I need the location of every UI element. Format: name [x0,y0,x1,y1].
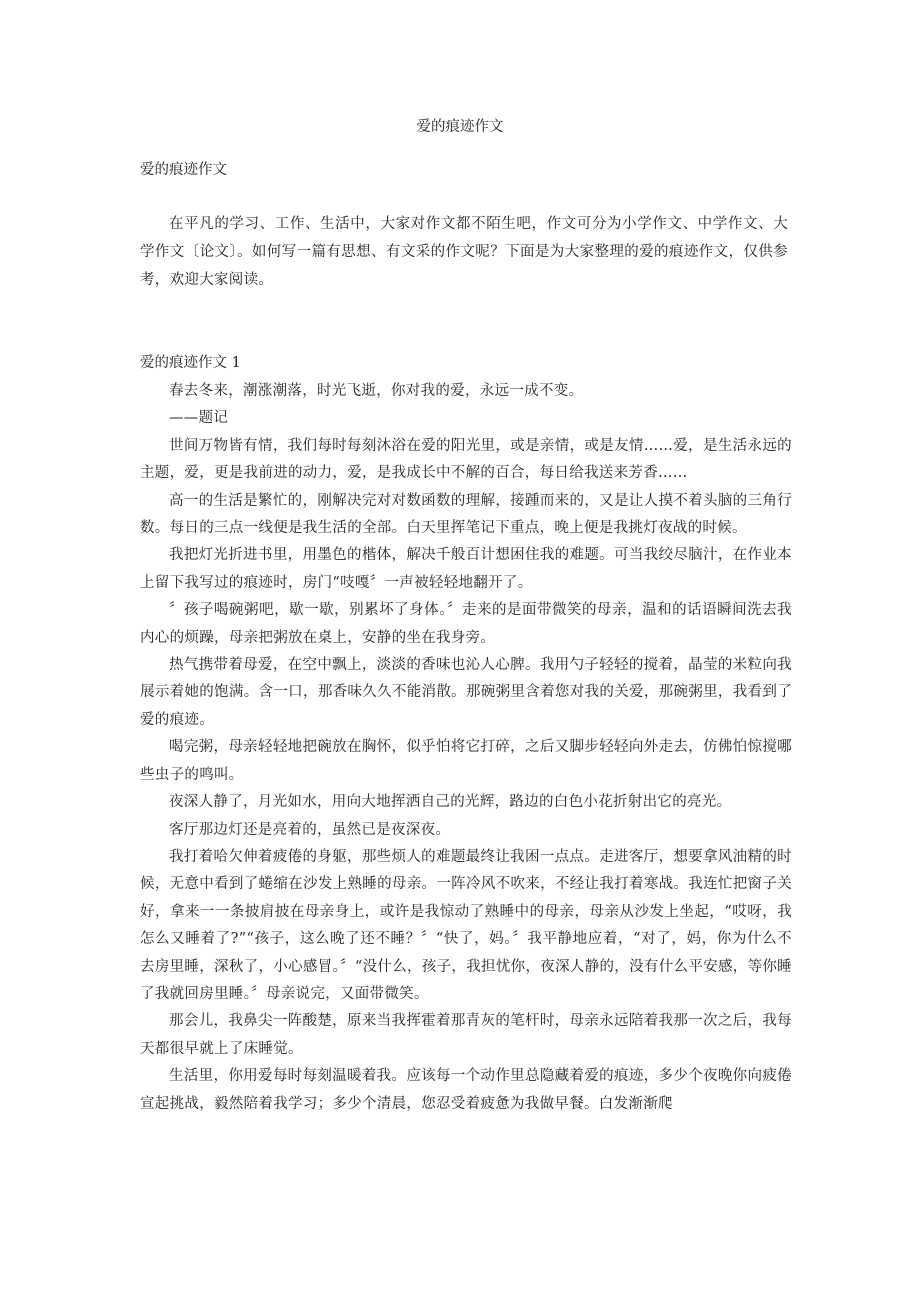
paragraph: 喝完粥，母亲轻轻地把碗放在胸怀，似乎怕将它打碎，之后又脚步轻轻向外走去，仿佛怕惊搅哪些虫子的鸣叫。 [140,739,792,783]
paragraph: 〞孩子喝碗粥吧，歇一歇，别累坏了身体。〞走来的是面带微笑的母亲，温和的话语瞬间洗去我内心的烦躁，母亲把粥放在桌上，安静的坐在我身旁。 [140,602,792,646]
paragraph: 热气携带着母爱，在空中飘上，淡淡的香味也沁人心脾。我用勺子轻轻的搅着，晶莹的米粒向我展示着她的饱满。含一口，那香味久久不能消散。那碗粥里含着您对我的关爱，那碗粥里，我看到了爱的痕迹。 [140,657,792,728]
paragraph: 世间万物皆有情，我们每时每刻沐浴在爱的阳光里，或是亲情，或是友情……爱，是生活永远的主题，爱，更是我前进的动力，爱，是我成长中不解的百合，每日给我送来芳香…… [140,437,792,482]
paragraph: ——题记 [169,410,229,427]
document-title: 爱的痕迹作文 [416,119,504,135]
paragraph: 夜深人静了，月光如水，用向大地挥洒自己的光辉，路边的白色小花折射出它的亮光。 [169,794,732,811]
section-heading: 爱的痕迹作文 1 [140,355,241,371]
essay-body [140,378,792,1118]
paragraph: 我把灯光折进书里，用墨色的楷体，解决千般百计想困住我的难题。可当我绞尽脑汁，在作业本上留下我写过的痕迹时，房门“吱嘎〞一声被轻轻地翻开了。 [140,547,792,591]
intro-section [140,210,788,294]
paragraph: 客厅那边灯还是亮着的，虽然已是夜深夜。 [169,821,451,838]
document-subtitle: 爱的痕迹作文 [140,162,227,178]
paragraph: 春去冬来，潮涨潮落，时光飞逝，你对我的爱，永远一成不变。 [169,383,584,399]
paragraph: 我打着哈欠伸着疲倦的身躯，那些烦人的难题最终让我困一点点。走进客厅，想要拿风油精的时候，无意中看到了蜷缩在沙发上熟睡的母亲。一阵冷风不吹来，不经让我打着寒战。我连忙把窗子关好，拿来一一条披肩披在母亲身上，或许是我惊动了熟睡中的母亲，母亲从沙发上坐起，“哎呀，我怎么又睡着了?”“孩子，这么晚了还不睡？〞“快了，妈。〞我平静地应着，“对了，妈，你为什么不去房里睡，深秋了，小心感冒。〞“没什么，孩子，我担忧你，夜深人静的，没有什么平安感，等你睡了我就回房里睡。〞母亲说完，又面带微笑。 [140,848,792,1002]
paragraph: 高一的生活是繁忙的，刚解决完对对数函数的理解，接踵而来的，又是让人摸不着头脑的三角行数。每日的三点一线便是我生活的全部。白天里挥笔记下重点，晚上便是我挑灯夜战的时候。 [140,492,792,537]
paragraph: 生活里，你用爱每时每刻温暖着我。应该每一个动作里总隐藏着爱的痕迹，多少个夜晚你向疲倦宣起挑战，毅然陪着我学习；多少个清晨，您忍受着疲惫为我做早餐。白发渐渐爬 [140,1068,792,1112]
intro-paragraph: 在平凡的学习、工作、生活中，大家对作文都不陌生吧，作文可分为小学作文、中学作文、大学作文〔论文〕。如何写一篇有思想、有文采的作文呢？下面是为大家整理的爱的痕迹作文，仅供参考，欢迎大家阅读。 [140,216,788,288]
paragraph: 那会儿，我鼻尖一阵酸楚，原来当我挥霍着那青灰的笔杆时，母亲永远陪着我那一次之后，我每天都很早就上了床睡觉。 [140,1013,792,1057]
